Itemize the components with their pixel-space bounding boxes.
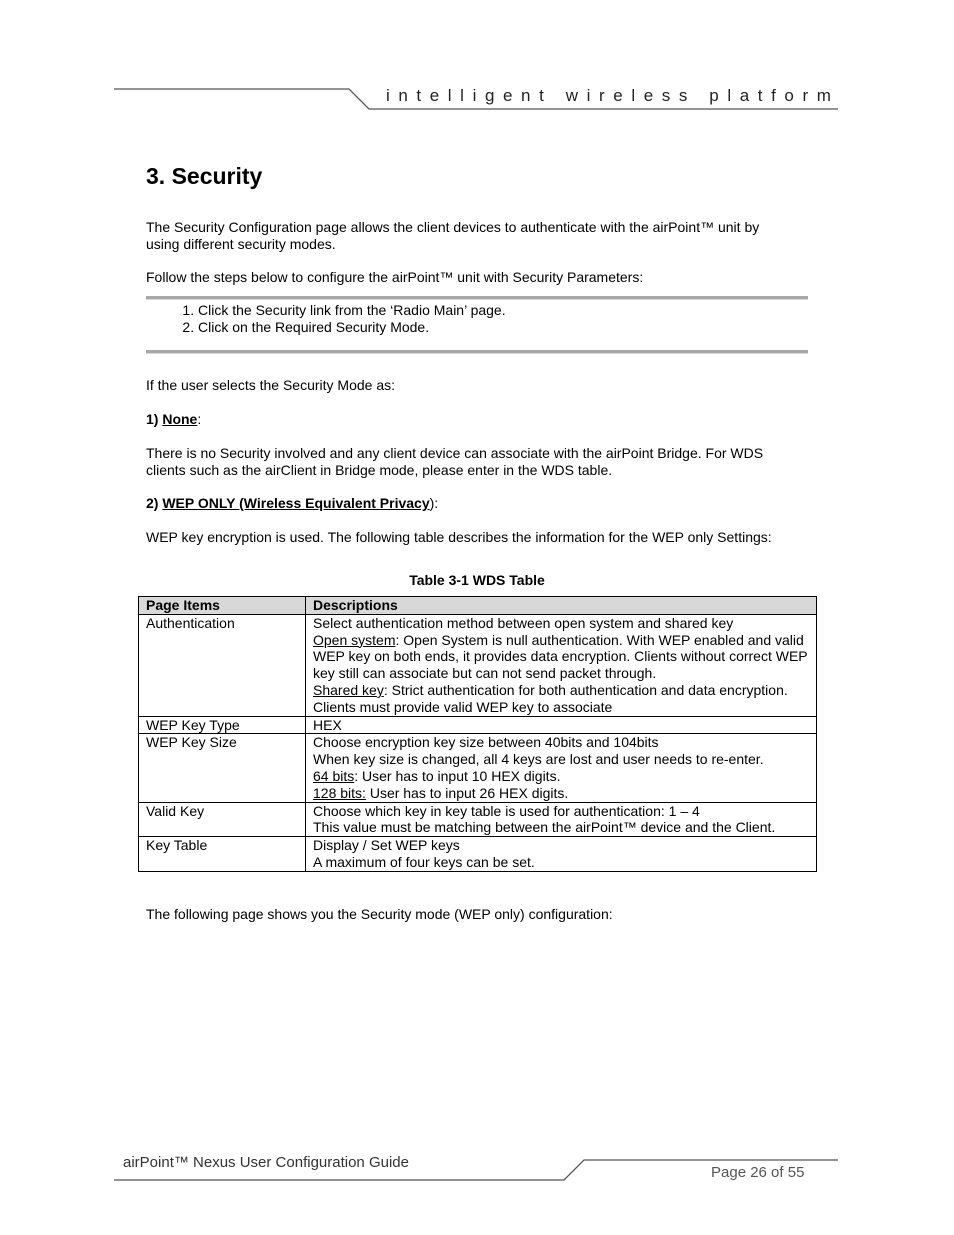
auth-line-1: Select authentication method between open system and shared key bbox=[313, 614, 734, 631]
page-title: 3. Security bbox=[146, 163, 263, 189]
valid-key-line-2: This value must be matching between the airPoint™ device and the Client. bbox=[313, 819, 776, 836]
steps-list bbox=[146, 302, 808, 336]
steps-top-rule bbox=[146, 296, 808, 300]
table-cell-description bbox=[306, 614, 817, 716]
open-system-text: : Open System is null authentication. With WEP enabled and valid WEP key on both ends, it provides data encryption. Clients without correct WEP key still can associate but can not send packet through. bbox=[313, 631, 808, 682]
intro-line-1: The Security Configuration page allows the client devices to authenticate with the airPoint™ unit by bbox=[146, 219, 760, 235]
modes-lead: If the user selects the Security Mode as: bbox=[146, 377, 396, 393]
steps-bottom-rule bbox=[146, 350, 808, 354]
bits-64-text: : User has to input 10 HEX digits. bbox=[354, 767, 561, 784]
key-size-line-1: Choose encryption key size between 40bits and 104bits bbox=[313, 734, 659, 751]
follow-steps-text: Follow the steps below to configure the airPoint™ unit with Security Parameters: bbox=[146, 269, 644, 285]
bits-128-label: 128 bits: bbox=[313, 784, 366, 801]
table-header-row bbox=[139, 597, 817, 615]
mode-none-line-2: clients such as the airClient in Bridge mode, please enter in the WDS table. bbox=[146, 462, 613, 478]
key-table-line-2: A maximum of four keys can be set. bbox=[313, 853, 535, 870]
mode-wep-description: WEP key encryption is used. The following table describes the information for the WEP only Settings: bbox=[146, 529, 772, 545]
mode-none-heading bbox=[146, 411, 808, 428]
intro-paragraph bbox=[146, 219, 808, 253]
table-row bbox=[139, 614, 817, 716]
shared-key-text: : Strict authentication for both authentication and data encryption. Clients must provide valid WEP key to associate bbox=[313, 681, 788, 715]
footer-guide-title: airPoint™ Nexus User Configuration Guide bbox=[123, 1154, 409, 1171]
open-system-label: Open system bbox=[313, 631, 396, 648]
mode-none-number: 1) bbox=[146, 411, 163, 427]
table-row bbox=[139, 802, 817, 837]
table-row bbox=[139, 734, 817, 802]
table-cell-item: WEP Key Size bbox=[139, 734, 306, 802]
table-cell-item: WEP Key Type bbox=[139, 716, 306, 734]
table-cell-item: Valid Key bbox=[139, 802, 306, 837]
key-table-line-1: Display / Set WEP keys bbox=[313, 837, 460, 854]
table-cell-item: Key Table bbox=[139, 837, 306, 872]
mode-wep-heading bbox=[146, 495, 808, 512]
step-item: 2. Click on the Required Security Mode. bbox=[198, 319, 808, 336]
valid-key-line-1: Choose which key in key table is used for authentication: 1 – 4 bbox=[313, 802, 700, 819]
table-cell-description bbox=[306, 837, 817, 872]
key-size-line-2: When key size is changed, all 4 keys are lost and user needs to re-enter. bbox=[313, 751, 764, 768]
footer-page-number: Page 26 of 55 bbox=[711, 1164, 805, 1181]
mode-wep-suffix: ): bbox=[429, 495, 439, 511]
closing-text: The following page shows you the Security mode (WEP only) configuration: bbox=[146, 906, 613, 922]
bits-64-label: 64 bits bbox=[313, 767, 355, 784]
table-cell-description bbox=[306, 802, 817, 837]
mode-wep-number: 2) bbox=[146, 495, 163, 511]
mode-none-description bbox=[146, 445, 808, 479]
step-item: 1. Click the Security link from the ‘Radio Main’ page. bbox=[198, 302, 808, 319]
table-header-cell: Descriptions bbox=[306, 597, 817, 615]
wds-table bbox=[138, 596, 817, 872]
mode-none-label: None bbox=[162, 411, 198, 427]
header-tagline: intelligent wireless platform bbox=[386, 86, 840, 105]
shared-key-label: Shared key bbox=[313, 681, 384, 698]
intro-line-2: using different security modes. bbox=[146, 236, 336, 252]
table-caption: Table 3-1 WDS Table bbox=[409, 572, 545, 588]
mode-wep-label: WEP ONLY (Wireless Equivalent Privacy bbox=[162, 495, 430, 511]
bits-128-text: User has to input 26 HEX digits. bbox=[365, 784, 569, 801]
table-cell-description: HEX bbox=[306, 716, 817, 734]
table-row bbox=[139, 837, 817, 872]
mode-none-line-1: There is no Security involved and any client device can associate with the airPoint Bridge. For WDS bbox=[146, 445, 764, 461]
mode-none-suffix: : bbox=[197, 411, 202, 427]
table-cell-description bbox=[306, 734, 817, 802]
table-header-cell: Page Items bbox=[139, 597, 306, 615]
table-cell-item: Authentication bbox=[139, 614, 306, 716]
table-row bbox=[139, 716, 817, 734]
